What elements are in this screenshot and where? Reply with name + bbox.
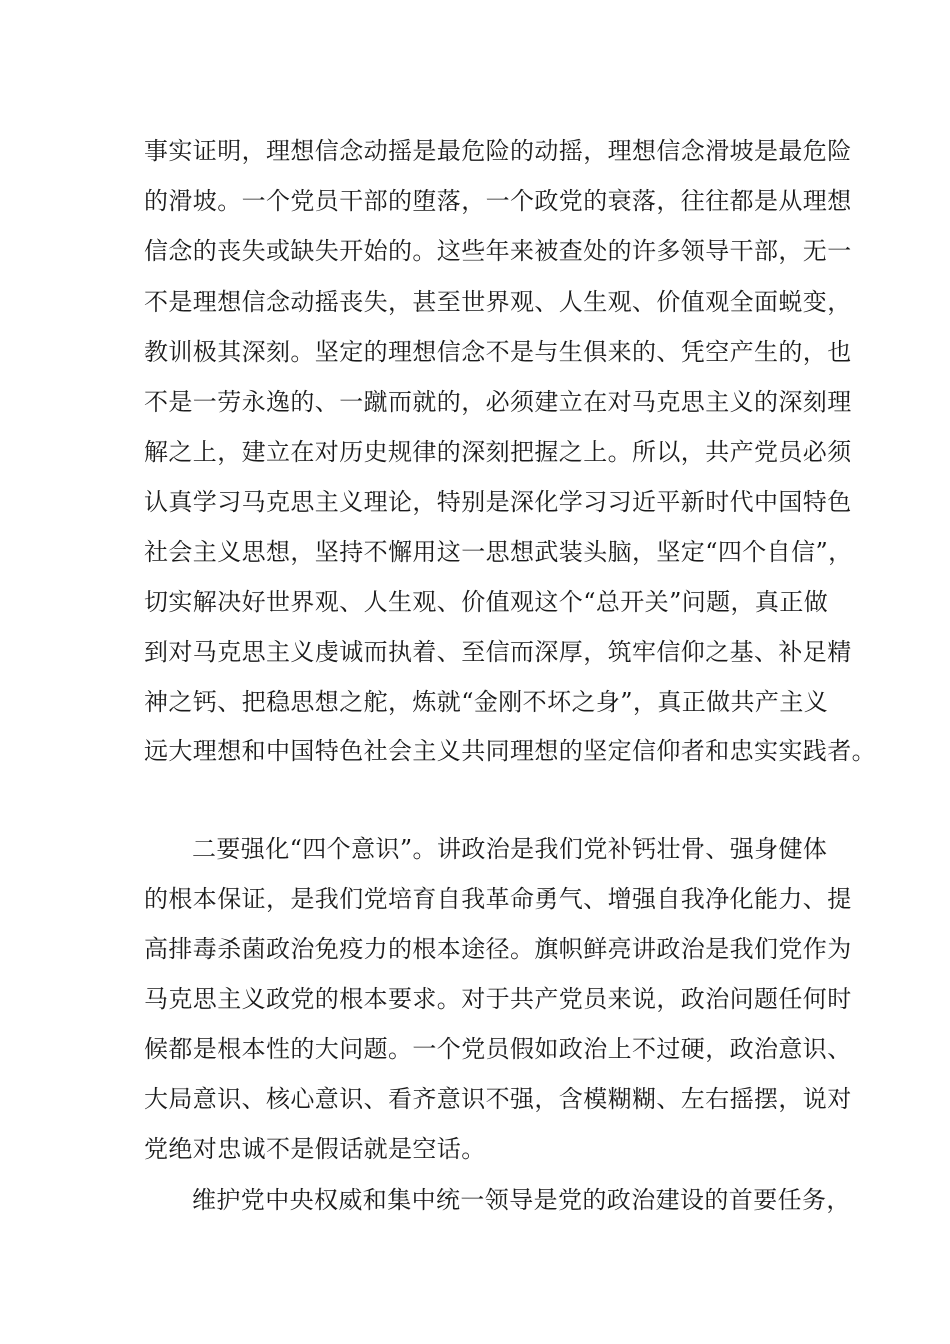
text-line: 的根本保证，是我们党培育自我革命勇气、增强自我净化能力、提 <box>144 885 852 913</box>
text-line: 解之上，建立在对历史规律的深刻把握之上。所以，共产党员必须 <box>144 438 852 466</box>
text-line: 神之钙、把稳思想之舵，炼就“金刚不坏之身”，真正做共产主义 <box>144 688 829 716</box>
text-line: 党绝对忠诚不是假话就是空话。 <box>144 1135 486 1163</box>
paragraph-start-line: 维护党中央权威和集中统一领导是党的政治建设的首要任务， <box>192 1186 851 1214</box>
text-line: 切实解决好世界观、人生观、价值观这个“总开关”问题，真正做 <box>144 588 829 616</box>
text-line: 教训极其深刻。坚定的理想信念不是与生俱来的、凭空产生的，也 <box>144 338 852 366</box>
text-line: 社会主义思想，坚持不懈用这一思想武装头脑，坚定“四个自信”， <box>144 538 853 566</box>
text-line: 的滑坡。一个党员干部的堕落，一个政党的衰落，往往都是从理想 <box>144 187 852 215</box>
text-line: 到对马克思主义虔诚而执着、至信而深厚，筑牢信仰之基、补足精 <box>144 638 852 666</box>
text-line: 认真学习马克思主义理论，特别是深化学习习近平新时代中国特色 <box>144 488 852 516</box>
text-line: 不是理想信念动摇丧失，甚至世界观、人生观、价值观全面蜕变， <box>144 288 852 316</box>
text-line: 候都是根本性的大问题。一个党员假如政治上不过硬，政治意识、 <box>144 1035 852 1063</box>
text-line: 高排毒杀菌政治免疫力的根本途径。旗帜鲜亮讲政治是我们党作为 <box>144 935 852 963</box>
text-line: 大局意识、核心意识、看齐意识不强，含模糊糊、左右摇摆，说对 <box>144 1085 852 1113</box>
paragraph-start-line: 二要强化“四个意识”。讲政治是我们党补钙壮骨、强身健体 <box>192 835 828 863</box>
text-line: 远大理想和中国特色社会主义共同理想的坚定信仰者和忠实实践者。 <box>144 737 876 765</box>
text-line: 马克思主义政党的根本要求。对于共产党员来说，政治问题任何时 <box>144 985 852 1013</box>
text-line: 事实证明，理想信念动摇是最危险的动摇，理想信念滑坡是最危险 <box>144 137 852 165</box>
text-line: 信念的丧失或缺失开始的。这些年来被查处的许多领导干部，无一 <box>144 237 852 265</box>
text-line: 不是一劳永逸的、一蹴而就的，必须建立在对马克思主义的深刻理 <box>144 388 852 416</box>
